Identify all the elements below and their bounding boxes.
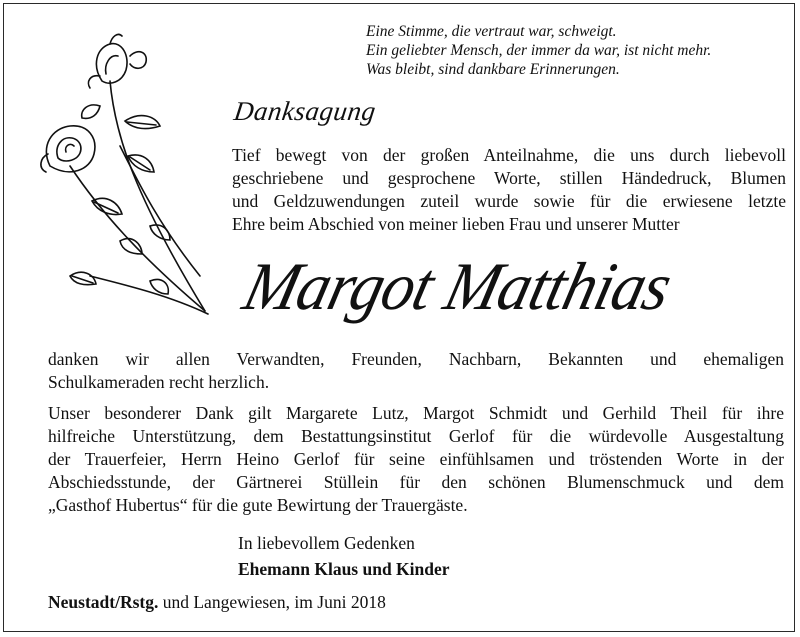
intro-paragraph xyxy=(232,144,786,236)
place-date xyxy=(48,592,386,613)
thanks-line: danken wir allen Verwandten, Freunden, Nachbarn, Bekannten und ehemaligen xyxy=(48,349,784,369)
special-thanks-line: hilfreiche Unterstützung, dem Bestattungsinstitut Gerlof für die würdevolle Ausgestaltung xyxy=(48,426,784,446)
motto-line: Eine Stimme, die vertraut war, schweigt. xyxy=(366,23,617,40)
intro-line: und Geldzuwendungen zuteil wurde sowie für die erwiesene letzte xyxy=(232,191,786,211)
motto-poem xyxy=(366,22,786,79)
special-thanks-line: der Trauerfeier, Herrn Heino Gerlof für seine einfühlsamen und tröstenden Worte in der xyxy=(48,449,784,469)
special-thanks-line: Unser besonderer Dank gilt Margarete Lutz, Margot Schmidt und Gerhild Theil für ihre xyxy=(48,403,784,423)
motto-line: Was bleibt, sind dankbare Erinnerungen. xyxy=(366,61,620,78)
special-thanks-line: „Gasthof Hubertus“ für die gute Bewirtung der Trauergäste. xyxy=(48,495,468,515)
intro-line: geschriebene und gesprochene Worte, stillen Händedruck, Blumen xyxy=(232,168,786,188)
place-date-rest: und Langewiesen, im Juni 2018 xyxy=(158,592,386,612)
intro-line: Tief bewegt von der großen Anteilnahme, die uns durch liebevoll xyxy=(232,145,786,165)
intro-line: Ehre beim Abschied von meiner lieben Frau und unserer Mutter xyxy=(232,214,680,234)
signature-signers: Ehemann Klaus und Kinder xyxy=(238,559,450,579)
special-thanks-paragraph xyxy=(48,402,784,517)
heading-danksagung: Danksagung xyxy=(232,96,378,126)
deceased-name: Margot Matthias xyxy=(236,248,679,324)
signature-greeting: In liebevollem Gedenken xyxy=(238,533,415,553)
rose-illustration-icon xyxy=(30,26,220,326)
thanks-line: Schulkameraden recht herzlich. xyxy=(48,372,270,392)
motto-line: Ein geliebter Mensch, der immer da war, ist nicht mehr. xyxy=(366,42,712,59)
thanks-paragraph xyxy=(48,348,784,394)
signature-block xyxy=(238,530,450,582)
place-name: Neustadt/Rstg. xyxy=(48,592,159,612)
special-thanks-line: Abschiedsstunde, der Gärtnerei Stüllein für den schönen Blumenschmuck und dem xyxy=(48,472,784,492)
